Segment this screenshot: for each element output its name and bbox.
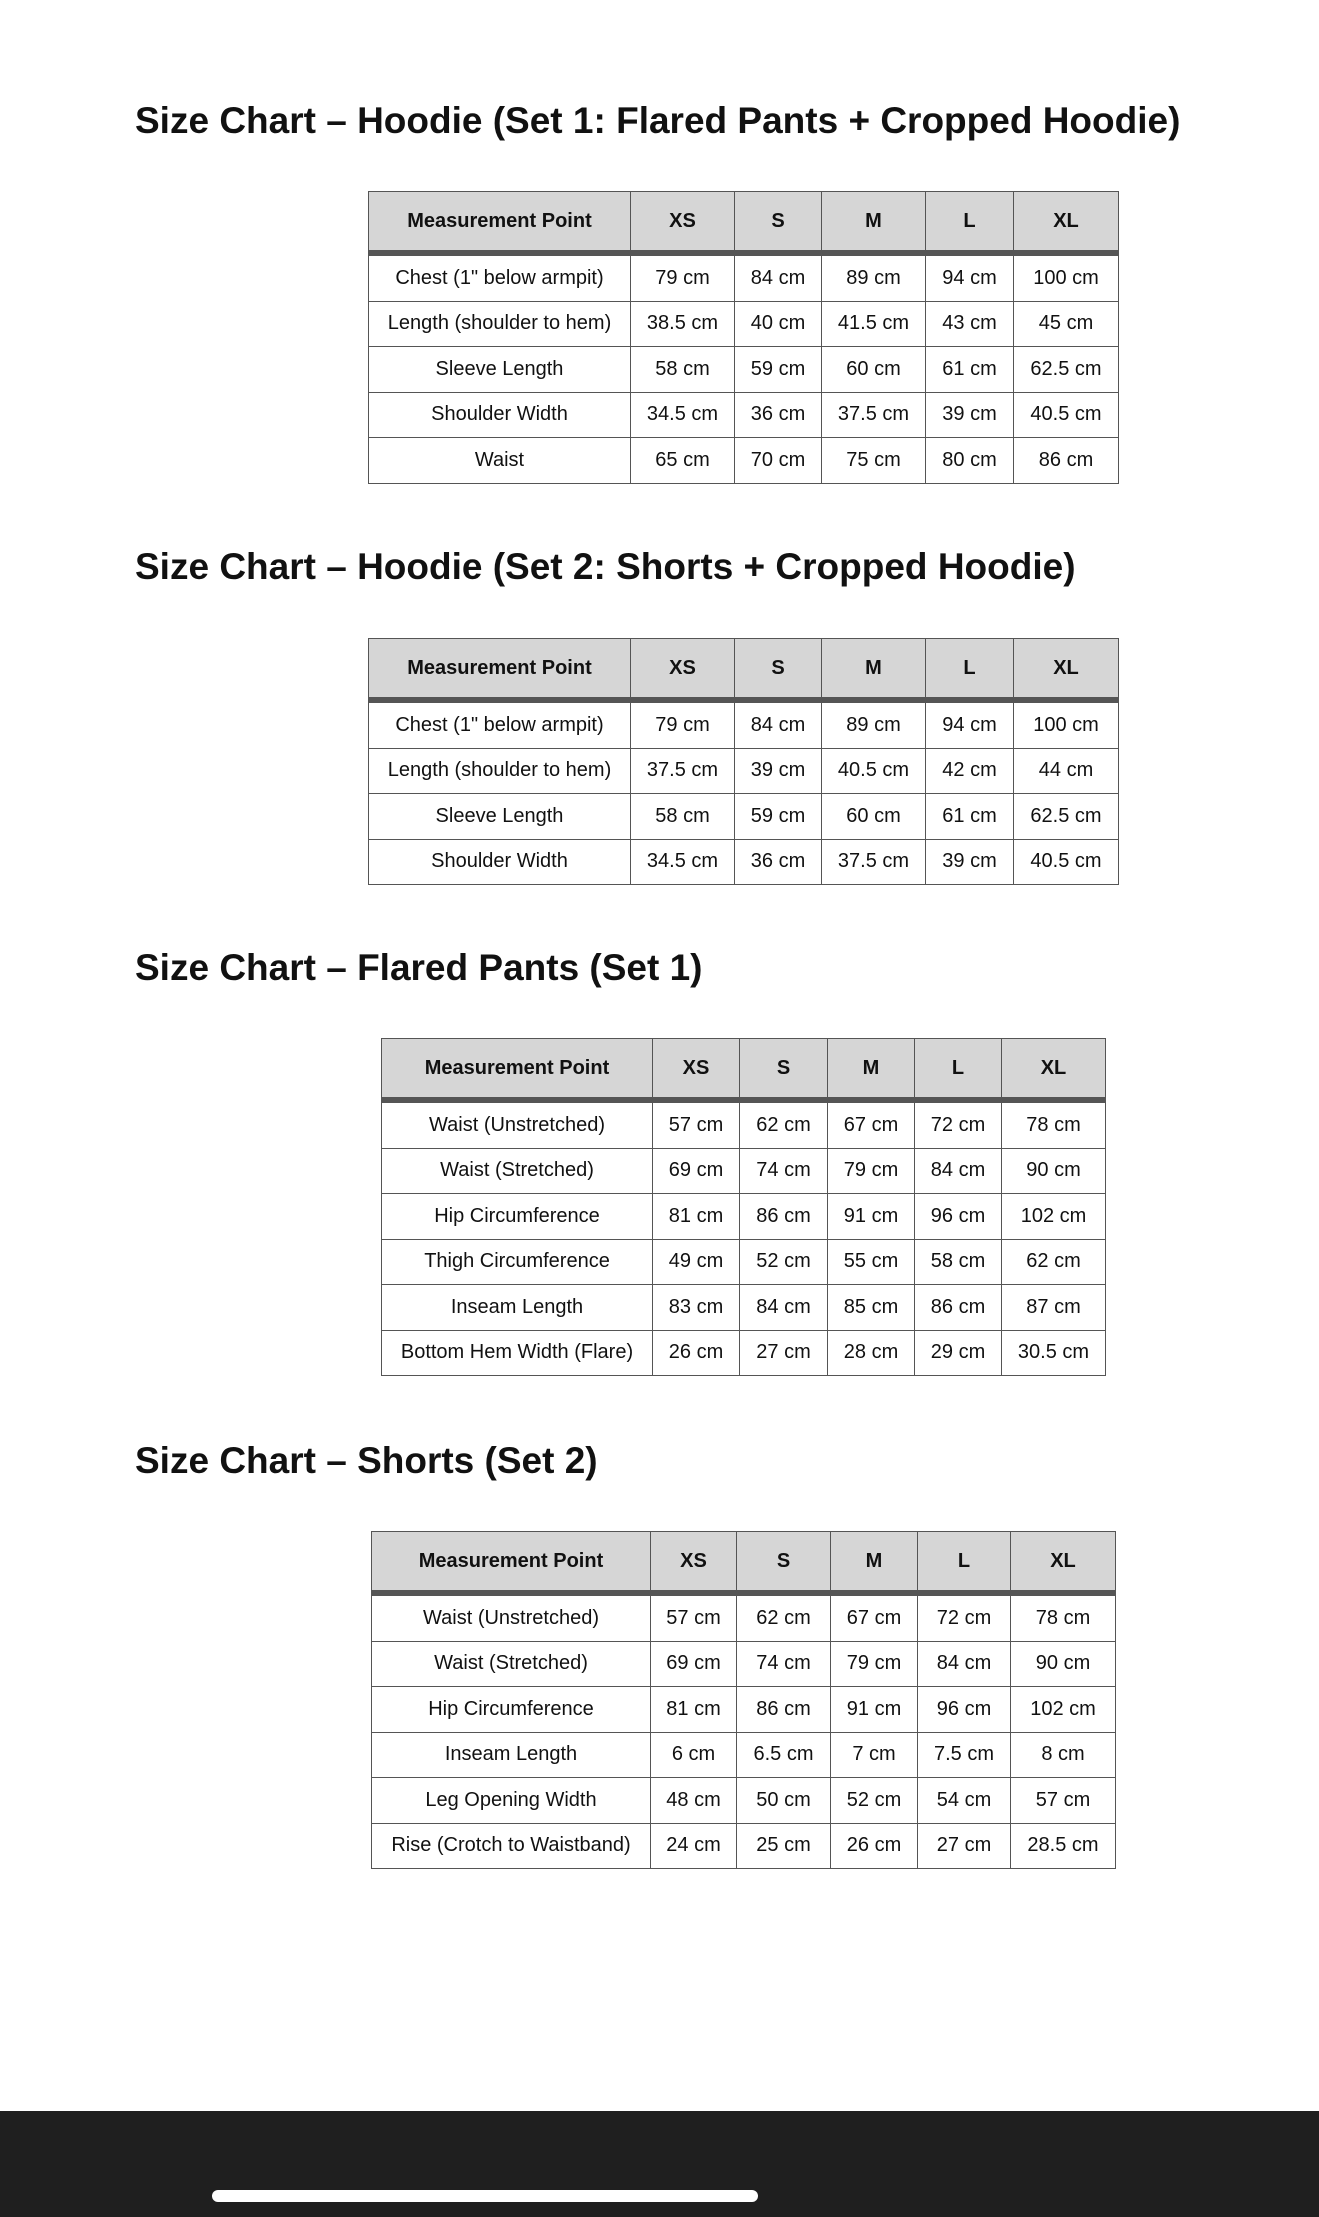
header-measurement-point: Measurement Point — [369, 639, 631, 701]
measurement-label: Length (shoulder to hem) — [369, 748, 631, 794]
measurement-value: 83 cm — [653, 1285, 740, 1331]
measurement-value: 36 cm — [735, 392, 822, 438]
measurement-value: 90 cm — [1011, 1641, 1116, 1687]
measurement-label: Rise (Crotch to Waistband) — [372, 1823, 651, 1869]
table-row — [369, 748, 1119, 794]
measurement-value: 61 cm — [926, 794, 1014, 840]
measurement-label: Inseam Length — [372, 1732, 651, 1778]
measurement-value: 59 cm — [735, 794, 822, 840]
measurement-value: 94 cm — [926, 700, 1014, 748]
measurement-label: Waist (Unstretched) — [382, 1100, 653, 1148]
measurement-value: 6 cm — [651, 1732, 737, 1778]
measurement-value: 79 cm — [831, 1641, 918, 1687]
measurement-value: 90 cm — [1002, 1148, 1106, 1194]
measurement-value: 81 cm — [651, 1687, 737, 1733]
measurement-value: 100 cm — [1014, 253, 1119, 301]
header-size: XS — [631, 639, 735, 701]
measurement-value: 74 cm — [740, 1148, 828, 1194]
header-size: L — [918, 1532, 1011, 1594]
section-title-hoodie-set1: Size Chart – Hoodie (Set 1: Flared Pants + Cropped Hoodie) — [135, 100, 1181, 141]
table-row — [369, 794, 1119, 840]
measurement-value: 74 cm — [737, 1641, 831, 1687]
measurement-value: 58 cm — [915, 1239, 1002, 1285]
header-size: XL — [1014, 639, 1119, 701]
header-size: L — [915, 1039, 1002, 1101]
measurement-label: Bottom Hem Width (Flare) — [382, 1330, 653, 1376]
measurement-label: Hip Circumference — [382, 1194, 653, 1240]
table-row — [372, 1778, 1116, 1824]
measurement-value: 78 cm — [1002, 1100, 1106, 1148]
measurement-value: 26 cm — [831, 1823, 918, 1869]
measurement-value: 57 cm — [653, 1100, 740, 1148]
measurement-value: 28.5 cm — [1011, 1823, 1116, 1869]
measurement-value: 69 cm — [651, 1641, 737, 1687]
measurement-value: 39 cm — [926, 392, 1014, 438]
measurement-label: Waist — [369, 438, 631, 484]
table-header-row — [369, 192, 1119, 254]
table-row — [382, 1100, 1106, 1148]
measurement-value: 50 cm — [737, 1778, 831, 1824]
measurement-value: 67 cm — [831, 1593, 918, 1641]
measurement-value: 75 cm — [822, 438, 926, 484]
table-row — [369, 700, 1119, 748]
measurement-value: 27 cm — [918, 1823, 1011, 1869]
measurement-value: 49 cm — [653, 1239, 740, 1285]
measurement-value: 62.5 cm — [1014, 794, 1119, 840]
measurement-value: 48 cm — [651, 1778, 737, 1824]
measurement-value: 57 cm — [651, 1593, 737, 1641]
header-size: XL — [1002, 1039, 1106, 1101]
measurement-value: 84 cm — [918, 1641, 1011, 1687]
measurement-value: 70 cm — [735, 438, 822, 484]
header-size: L — [926, 639, 1014, 701]
measurement-label: Shoulder Width — [369, 839, 631, 885]
table-row — [369, 839, 1119, 885]
measurement-value: 36 cm — [735, 839, 822, 885]
table-row — [382, 1194, 1106, 1240]
section-title-flared-pants: Size Chart – Flared Pants (Set 1) — [135, 947, 703, 988]
measurement-value: 96 cm — [915, 1194, 1002, 1240]
header-size: L — [926, 192, 1014, 254]
measurement-value: 7.5 cm — [918, 1732, 1011, 1778]
measurement-value: 86 cm — [740, 1194, 828, 1240]
header-size: M — [828, 1039, 915, 1101]
measurement-value: 34.5 cm — [631, 392, 735, 438]
measurement-value: 58 cm — [631, 794, 735, 840]
header-measurement-point: Measurement Point — [382, 1039, 653, 1101]
section-title-hoodie-set2: Size Chart – Hoodie (Set 2: Shorts + Cropped Hoodie) — [135, 546, 1076, 587]
measurement-value: 8 cm — [1011, 1732, 1116, 1778]
measurement-value: 62 cm — [1002, 1239, 1106, 1285]
measurement-value: 42 cm — [926, 748, 1014, 794]
header-size: XS — [631, 192, 735, 254]
header-size: XL — [1014, 192, 1119, 254]
measurement-value: 79 cm — [631, 253, 735, 301]
header-size: S — [740, 1039, 828, 1101]
measurement-value: 7 cm — [831, 1732, 918, 1778]
home-indicator[interactable] — [212, 2190, 758, 2202]
measurement-value: 67 cm — [828, 1100, 915, 1148]
measurement-value: 37.5 cm — [631, 748, 735, 794]
table-row — [372, 1823, 1116, 1869]
measurement-value: 40.5 cm — [1014, 839, 1119, 885]
measurement-value: 39 cm — [926, 839, 1014, 885]
measurement-label: Chest (1" below armpit) — [369, 700, 631, 748]
header-size: M — [831, 1532, 918, 1594]
measurement-value: 39 cm — [735, 748, 822, 794]
table-row — [369, 347, 1119, 393]
header-size: XL — [1011, 1532, 1116, 1594]
table-row — [382, 1239, 1106, 1285]
measurement-value: 89 cm — [822, 253, 926, 301]
measurement-value: 85 cm — [828, 1285, 915, 1331]
table-row — [369, 438, 1119, 484]
table-row — [369, 392, 1119, 438]
measurement-label: Shoulder Width — [369, 392, 631, 438]
table-row — [372, 1687, 1116, 1733]
measurement-value: 62.5 cm — [1014, 347, 1119, 393]
header-size: S — [737, 1532, 831, 1594]
measurement-value: 37.5 cm — [822, 839, 926, 885]
measurement-value: 78 cm — [1011, 1593, 1116, 1641]
measurement-value: 44 cm — [1014, 748, 1119, 794]
measurement-value: 100 cm — [1014, 700, 1119, 748]
measurement-value: 40 cm — [735, 301, 822, 347]
measurement-value: 59 cm — [735, 347, 822, 393]
measurement-value: 62 cm — [740, 1100, 828, 1148]
measurement-value: 69 cm — [653, 1148, 740, 1194]
header-measurement-point: Measurement Point — [372, 1532, 651, 1594]
measurement-value: 24 cm — [651, 1823, 737, 1869]
table-row — [382, 1330, 1106, 1376]
measurement-value: 57 cm — [1011, 1778, 1116, 1824]
table-row — [372, 1641, 1116, 1687]
measurement-value: 84 cm — [915, 1148, 1002, 1194]
table-header-row — [382, 1039, 1106, 1101]
table-row — [369, 253, 1119, 301]
measurement-value: 34.5 cm — [631, 839, 735, 885]
measurement-value: 60 cm — [822, 794, 926, 840]
header-size: S — [735, 639, 822, 701]
measurement-value: 43 cm — [926, 301, 1014, 347]
measurement-label: Waist (Stretched) — [382, 1148, 653, 1194]
header-size: S — [735, 192, 822, 254]
size-table-shorts — [371, 1531, 1116, 1869]
measurement-value: 30.5 cm — [1002, 1330, 1106, 1376]
measurement-value: 84 cm — [735, 253, 822, 301]
measurement-value: 102 cm — [1002, 1194, 1106, 1240]
measurement-label: Waist (Stretched) — [372, 1641, 651, 1687]
measurement-value: 89 cm — [822, 700, 926, 748]
measurement-value: 79 cm — [828, 1148, 915, 1194]
measurement-value: 6.5 cm — [737, 1732, 831, 1778]
table-row — [369, 301, 1119, 347]
measurement-label: Leg Opening Width — [372, 1778, 651, 1824]
measurement-value: 45 cm — [1014, 301, 1119, 347]
measurement-value: 27 cm — [740, 1330, 828, 1376]
measurement-value: 84 cm — [740, 1285, 828, 1331]
header-measurement-point: Measurement Point — [369, 192, 631, 254]
measurement-value: 72 cm — [915, 1100, 1002, 1148]
measurement-value: 86 cm — [915, 1285, 1002, 1331]
header-size: XS — [651, 1532, 737, 1594]
measurement-label: Sleeve Length — [369, 347, 631, 393]
header-size: M — [822, 192, 926, 254]
measurement-value: 84 cm — [735, 700, 822, 748]
measurement-value: 58 cm — [631, 347, 735, 393]
measurement-value: 40.5 cm — [822, 748, 926, 794]
measurement-value: 52 cm — [831, 1778, 918, 1824]
measurement-value: 86 cm — [737, 1687, 831, 1733]
table-row — [382, 1148, 1106, 1194]
size-table-flared-pants — [381, 1038, 1106, 1376]
measurement-value: 37.5 cm — [822, 392, 926, 438]
table-header-row — [369, 639, 1119, 701]
measurement-value: 102 cm — [1011, 1687, 1116, 1733]
measurement-value: 86 cm — [1014, 438, 1119, 484]
measurement-value: 65 cm — [631, 438, 735, 484]
measurement-value: 72 cm — [918, 1593, 1011, 1641]
measurement-value: 28 cm — [828, 1330, 915, 1376]
measurement-value: 87 cm — [1002, 1285, 1106, 1331]
measurement-value: 54 cm — [918, 1778, 1011, 1824]
measurement-value: 60 cm — [822, 347, 926, 393]
measurement-label: Inseam Length — [382, 1285, 653, 1331]
measurement-value: 41.5 cm — [822, 301, 926, 347]
table-row — [372, 1593, 1116, 1641]
size-table-hoodie-set1 — [368, 191, 1119, 484]
measurement-value: 79 cm — [631, 700, 735, 748]
measurement-value: 25 cm — [737, 1823, 831, 1869]
measurement-value: 91 cm — [831, 1687, 918, 1733]
section-title-shorts: Size Chart – Shorts (Set 2) — [135, 1440, 598, 1481]
measurement-label: Sleeve Length — [369, 794, 631, 840]
measurement-value: 80 cm — [926, 438, 1014, 484]
measurement-value: 94 cm — [926, 253, 1014, 301]
measurement-value: 52 cm — [740, 1239, 828, 1285]
measurement-value: 38.5 cm — [631, 301, 735, 347]
measurement-value: 61 cm — [926, 347, 1014, 393]
measurement-value: 96 cm — [918, 1687, 1011, 1733]
measurement-label: Chest (1" below armpit) — [369, 253, 631, 301]
measurement-label: Length (shoulder to hem) — [369, 301, 631, 347]
table-header-row — [372, 1532, 1116, 1594]
measurement-value: 40.5 cm — [1014, 392, 1119, 438]
measurement-value: 55 cm — [828, 1239, 915, 1285]
measurement-value: 26 cm — [653, 1330, 740, 1376]
table-row — [372, 1732, 1116, 1778]
table-row — [382, 1285, 1106, 1331]
size-table-hoodie-set2 — [368, 638, 1119, 885]
measurement-value: 91 cm — [828, 1194, 915, 1240]
header-size: M — [822, 639, 926, 701]
measurement-label: Thigh Circumference — [382, 1239, 653, 1285]
header-size: XS — [653, 1039, 740, 1101]
measurement-value: 81 cm — [653, 1194, 740, 1240]
measurement-label: Hip Circumference — [372, 1687, 651, 1733]
measurement-value: 29 cm — [915, 1330, 1002, 1376]
measurement-label: Waist (Unstretched) — [372, 1593, 651, 1641]
measurement-value: 62 cm — [737, 1593, 831, 1641]
